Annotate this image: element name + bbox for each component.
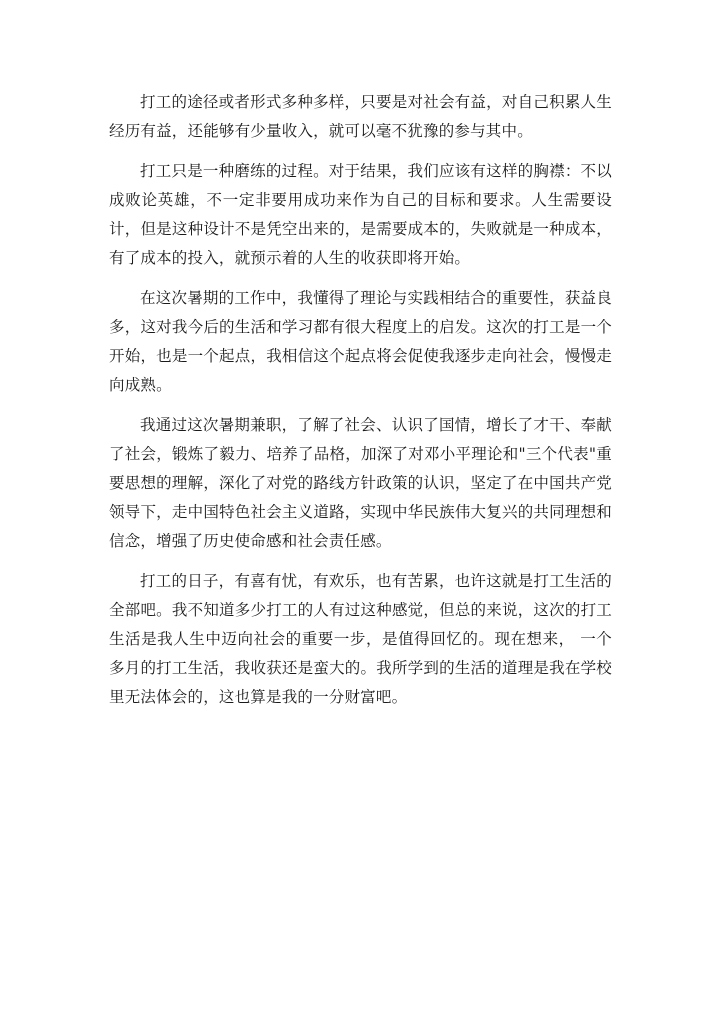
paragraph-5: 打工的日子，有喜有忧，有欢乐，也有苦累，也许这就是打工生活的全部吧。我不知道多少打工的人有过这种感觉，但总的来说，这次的打工生活是我人生中迈向社会的重要一步，是值得回忆的。现在想来， 一个多月的打工生活，我收获还是蛮大的。我所学到的生活的道理是我在学校里无法体会的，这也算是我的一分财富吧。 (109, 572, 612, 706)
document-body (109, 88, 612, 723)
paragraph-2: 打工只是一种磨练的过程。对于结果，我们应该有这样的胸襟：不以成败论英雄，不一定非要用成功来作为自己的目标和要求。人生需要设计，但是这种设计不是凭空出来的，是需要成本的，失败就是一种成本，有了成本的投入，就预示着的人生的收获即将开始。 (109, 162, 612, 267)
paragraph-3: 在这次暑期的工作中，我懂得了理论与实践相结合的重要性，获益良多，这对我今后的生活和学习都有很大程度上的启发。这次的打工是一个开始，也是一个起点，我相信这个起点将会促使我逐步走向社会，慢慢走向成熟。 (109, 289, 612, 394)
paragraph-4: 我通过这次暑期兼职，了解了社会、认识了国情，增长了才干、奉献了社会，锻炼了毅力、培养了品格，加深了对邓小平理论和"三个代表"重要思想的理解，深化了对党的路线方针政策的认识，坚定了在中国共产党领导下，走中国特色社会主义道路，实现中华民族伟大复兴的共同理想和信念，增强了历史使命感和社会责任感。 (109, 416, 612, 550)
paragraph-1: 打工的途径或者形式多种多样，只要是对社会有益，对自己积累人生经历有益，还能够有少量收入，就可以毫不犹豫的参与其中。 (109, 93, 612, 140)
